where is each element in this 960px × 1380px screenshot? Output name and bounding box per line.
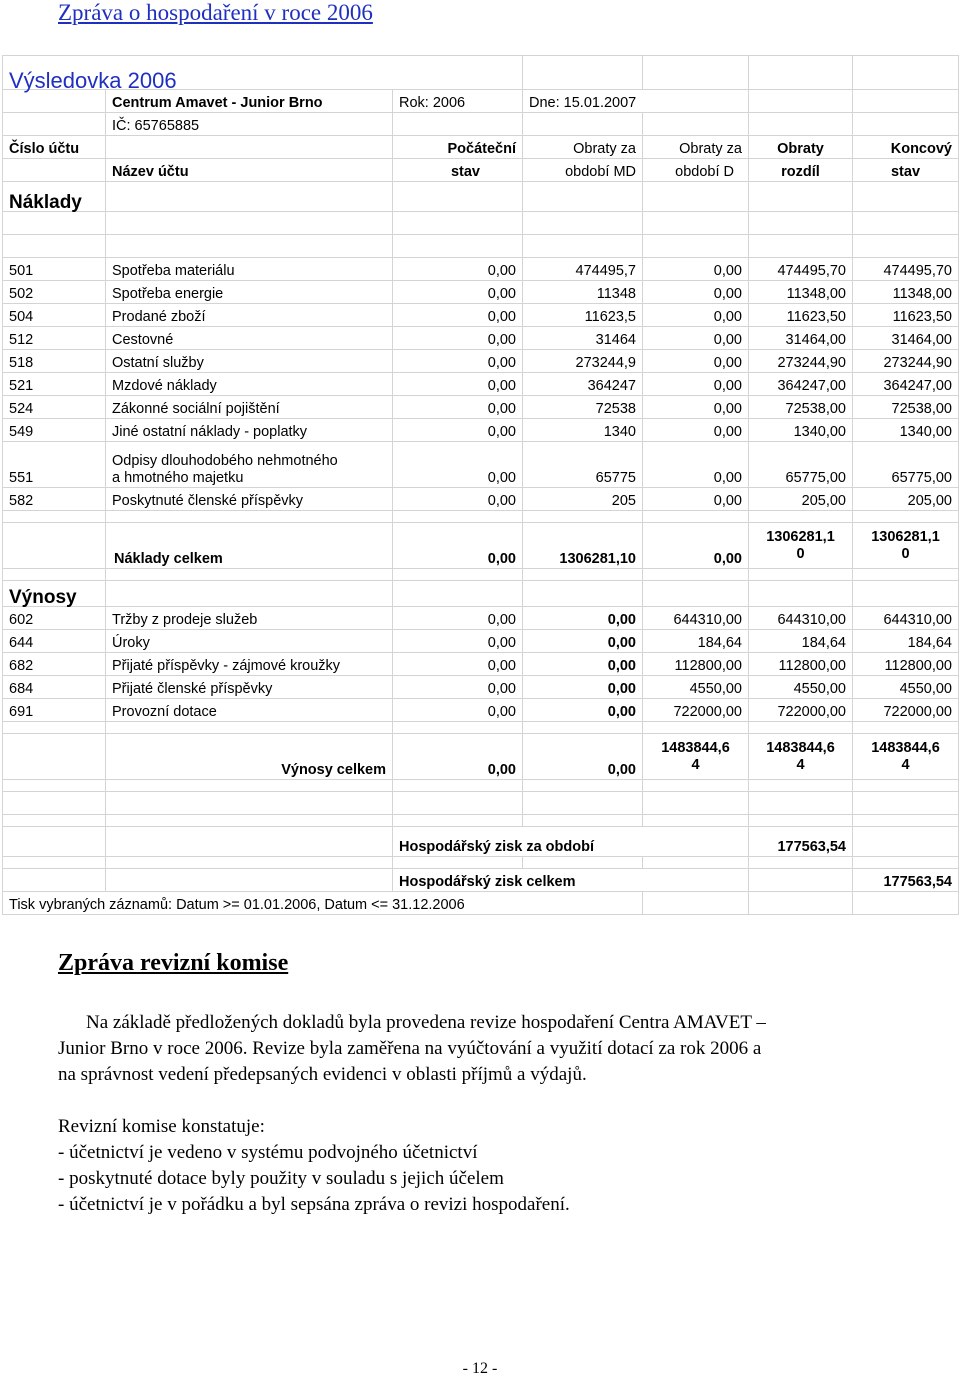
account-name: Provozní dotace — [106, 699, 393, 722]
diff-value: 644310,00 — [749, 607, 853, 630]
table-row — [3, 396, 959, 419]
document-title: Zpráva o hospodaření v roce 2006 — [58, 0, 373, 25]
account-name: Poskytnuté členské příspěvky — [106, 488, 393, 511]
account-name: Jiné ostatní náklady - poplatky — [106, 419, 393, 442]
account-name: Spotřeba materiálu — [106, 258, 393, 281]
end-value: 364247,00 — [853, 373, 959, 396]
md-value: 364247 — [523, 373, 643, 396]
start-value: 0,00 — [393, 653, 523, 676]
audit-paragraph — [58, 1010, 918, 1088]
d-value: 0,00 — [643, 258, 749, 281]
d-value: 0,00 — [643, 419, 749, 442]
start-value: 0,00 — [393, 630, 523, 653]
start-value: 0,00 — [393, 396, 523, 419]
d-value: 0,00 — [643, 396, 749, 419]
costs-total-diff-line-2: 0 — [796, 545, 805, 562]
md-value: 0,00 — [523, 653, 643, 676]
account-code: 551 — [3, 442, 106, 488]
col-end-header-2: stav — [853, 159, 959, 182]
table-row — [3, 419, 959, 442]
account-name: Přijaté členské příspěvky — [106, 676, 393, 699]
md-value: 65775 — [523, 442, 643, 488]
col-diff-header-1: Obraty — [749, 136, 853, 159]
start-value: 0,00 — [393, 327, 523, 350]
end-value: 112800,00 — [853, 653, 959, 676]
d-value: 112800,00 — [643, 653, 749, 676]
md-value: 205 — [523, 488, 643, 511]
md-value: 11348 — [523, 281, 643, 304]
diff-value: 65775,00 — [749, 442, 853, 488]
costs-total-row — [3, 523, 959, 569]
end-value: 273244,90 — [853, 350, 959, 373]
table-row — [3, 442, 959, 488]
profit-period-value: 177563,54 — [749, 827, 853, 857]
costs-total-diff-line-1: 1306281,1 — [766, 528, 835, 545]
diff-value: 184,64 — [749, 630, 853, 653]
start-value: 0,00 — [393, 258, 523, 281]
account-code: 691 — [3, 699, 106, 722]
account-code: 682 — [3, 653, 106, 676]
end-value: 474495,70 — [853, 258, 959, 281]
col-md-header-2: období MD — [523, 159, 643, 182]
d-value: 0,00 — [643, 327, 749, 350]
costs-section-label: Náklady — [3, 182, 106, 212]
account-name: Tržby z prodeje služeb — [106, 607, 393, 630]
diff-value: 1340,00 — [749, 419, 853, 442]
account-name-line-1: Odpisy dlouhodobého nehmotného — [112, 453, 338, 469]
account-name: Prodané zboží — [106, 304, 393, 327]
table-row — [3, 304, 959, 327]
diff-value: 364247,00 — [749, 373, 853, 396]
account-code: 524 — [3, 396, 106, 419]
d-value: 184,64 — [643, 630, 749, 653]
account-code: 501 — [3, 258, 106, 281]
revenue-total-label: Výnosy celkem — [106, 734, 393, 780]
col-end-header-1: Koncový — [853, 136, 959, 159]
account-name — [106, 442, 393, 488]
profit-total-label: Hospodářský zisk celkem — [393, 869, 749, 892]
d-value: 0,00 — [643, 350, 749, 373]
start-value: 0,00 — [393, 676, 523, 699]
start-value: 0,00 — [393, 281, 523, 304]
profit-total-row — [3, 869, 959, 892]
costs-total-d: 0,00 — [643, 523, 749, 569]
report-year: Rok: 2006 — [393, 90, 523, 113]
account-code: 644 — [3, 630, 106, 653]
diff-value: 11348,00 — [749, 281, 853, 304]
audit-paragraph-line-1: Na základě předložených dokladů byla provedena revize hospodaření Centra AMAVET – — [86, 1012, 766, 1033]
end-value: 4550,00 — [853, 676, 959, 699]
costs-total-start: 0,00 — [393, 523, 523, 569]
start-value: 0,00 — [393, 488, 523, 511]
diff-value: 273244,90 — [749, 350, 853, 373]
income-statement-table — [2, 55, 959, 915]
md-value: 273244,9 — [523, 350, 643, 373]
diff-value: 31464,00 — [749, 327, 853, 350]
profit-period-row — [3, 827, 959, 857]
d-value: 0,00 — [643, 488, 749, 511]
revenue-total-d — [643, 734, 749, 780]
start-value: 0,00 — [393, 419, 523, 442]
profit-period-label: Hospodářský zisk za období — [393, 827, 749, 857]
table-row — [3, 699, 959, 722]
account-name: Mzdové náklady — [106, 373, 393, 396]
md-value: 31464 — [523, 327, 643, 350]
start-value: 0,00 — [393, 304, 523, 327]
table-row — [3, 676, 959, 699]
organization-ico: IČ: 65765885 — [106, 113, 393, 136]
diff-value: 205,00 — [749, 488, 853, 511]
account-name: Spotřeba energie — [106, 281, 393, 304]
table-row — [3, 607, 959, 630]
costs-total-end-line-1: 1306281,1 — [871, 528, 940, 545]
diff-value: 112800,00 — [749, 653, 853, 676]
diff-value: 4550,00 — [749, 676, 853, 699]
end-value: 644310,00 — [853, 607, 959, 630]
md-value: 72538 — [523, 396, 643, 419]
account-name: Přijaté příspěvky - zájmové kroužky — [106, 653, 393, 676]
start-value: 0,00 — [393, 607, 523, 630]
col-start-header-2: stav — [393, 159, 523, 182]
table-row — [3, 327, 959, 350]
account-code: 684 — [3, 676, 106, 699]
costs-total-end-line-2: 0 — [901, 545, 910, 562]
table-row — [3, 373, 959, 396]
d-value: 0,00 — [643, 442, 749, 488]
start-value: 0,00 — [393, 373, 523, 396]
organization-name: Centrum Amavet - Junior Brno — [106, 90, 393, 113]
col-name-header: Název účtu — [106, 159, 393, 182]
end-value: 184,64 — [853, 630, 959, 653]
revenue-total-diff — [749, 734, 853, 780]
diff-value: 722000,00 — [749, 699, 853, 722]
account-code: 582 — [3, 488, 106, 511]
revenue-section-label: Výnosy — [3, 581, 106, 607]
col-start-header-1: Počáteční — [393, 136, 523, 159]
account-name: Úroky — [106, 630, 393, 653]
costs-total-md: 1306281,10 — [523, 523, 643, 569]
finding-item: - účetnictví je vedeno v systému podvojného účetnictví — [58, 1142, 478, 1163]
revenue-total-d-line-2: 4 — [691, 756, 700, 773]
page-number: - 12 - — [462, 1360, 498, 1377]
revenue-total-start: 0,00 — [393, 734, 523, 780]
d-value: 722000,00 — [643, 699, 749, 722]
table-row — [3, 258, 959, 281]
md-value: 11623,5 — [523, 304, 643, 327]
d-value: 0,00 — [643, 304, 749, 327]
table-row — [3, 630, 959, 653]
account-name: Zákonné sociální pojištění — [106, 396, 393, 419]
report-date: Dne: 15.01.2007 — [523, 90, 749, 113]
revenue-total-end-line-1: 1483844,6 — [871, 739, 940, 756]
revenue-total-row — [3, 734, 959, 780]
table-row — [3, 653, 959, 676]
account-name-line-2: a hmotného majetku — [112, 470, 244, 486]
end-value: 722000,00 — [853, 699, 959, 722]
account-code: 549 — [3, 419, 106, 442]
profit-total-value: 177563,54 — [853, 869, 959, 892]
col-d-header-1: Obraty za — [643, 136, 749, 159]
account-code: 602 — [3, 607, 106, 630]
start-value: 0,00 — [393, 699, 523, 722]
col-d-header-2: období D — [643, 159, 749, 182]
audit-findings — [58, 1114, 918, 1218]
revenue-total-diff-line-2: 4 — [796, 756, 805, 773]
diff-value: 11623,50 — [749, 304, 853, 327]
revenue-total-end — [853, 734, 959, 780]
costs-total-end — [853, 523, 959, 569]
diff-value: 72538,00 — [749, 396, 853, 419]
revenue-total-diff-line-1: 1483844,6 — [766, 739, 835, 756]
account-name: Cestovné — [106, 327, 393, 350]
audit-paragraph-line-3: na správnost vedení předepsaných evidenci v oblasti příjmů a výdajů. — [58, 1064, 587, 1085]
d-value: 0,00 — [643, 373, 749, 396]
start-value: 0,00 — [393, 442, 523, 488]
col-md-header-1: Obraty za — [523, 136, 643, 159]
md-value: 1340 — [523, 419, 643, 442]
d-value: 4550,00 — [643, 676, 749, 699]
end-value: 205,00 — [853, 488, 959, 511]
table-row — [3, 350, 959, 373]
costs-total-diff — [749, 523, 853, 569]
account-code: 504 — [3, 304, 106, 327]
costs-total-label: Náklady celkem — [106, 523, 393, 569]
d-value: 0,00 — [643, 281, 749, 304]
print-filter-note: Tisk vybraných záznamů: Datum >= 01.01.2006, Datum <= 31.12.2006 — [3, 892, 643, 915]
d-value: 644310,00 — [643, 607, 749, 630]
md-value: 0,00 — [523, 676, 643, 699]
audit-report-title: Zpráva revizní komise — [58, 950, 289, 976]
end-value: 11623,50 — [853, 304, 959, 327]
account-name: Ostatní služby — [106, 350, 393, 373]
account-code: 518 — [3, 350, 106, 373]
end-value: 65775,00 — [853, 442, 959, 488]
finding-item: - poskytnuté dotace byly použity v souladu s jejich účelem — [58, 1168, 504, 1189]
revenue-total-end-line-2: 4 — [901, 756, 910, 773]
col-account-header: Číslo účtu — [3, 136, 106, 159]
start-value: 0,00 — [393, 350, 523, 373]
table-row — [3, 281, 959, 304]
col-diff-header-2: rozdíl — [749, 159, 853, 182]
md-value: 0,00 — [523, 607, 643, 630]
findings-intro: Revizní komise konstatuje: — [58, 1116, 265, 1137]
md-value: 474495,7 — [523, 258, 643, 281]
diff-value: 474495,70 — [749, 258, 853, 281]
end-value: 72538,00 — [853, 396, 959, 419]
sheet-heading: Výsledovka 2006 — [3, 56, 523, 90]
end-value: 1340,00 — [853, 419, 959, 442]
finding-item: - účetnictví je v pořádku a byl sepsána zpráva o revizi hospodaření. — [58, 1194, 570, 1215]
md-value: 0,00 — [523, 699, 643, 722]
account-code: 502 — [3, 281, 106, 304]
revenue-total-md: 0,00 — [523, 734, 643, 780]
end-value: 31464,00 — [853, 327, 959, 350]
end-value: 11348,00 — [853, 281, 959, 304]
revenue-total-d-line-1: 1483844,6 — [661, 739, 730, 756]
account-code: 512 — [3, 327, 106, 350]
account-code: 521 — [3, 373, 106, 396]
md-value: 0,00 — [523, 630, 643, 653]
audit-paragraph-line-2: Junior Brno v roce 2006. Revize byla zaměřena na vyúčtování a využití dotací za rok 2006 a — [58, 1038, 762, 1059]
table-row — [3, 488, 959, 511]
